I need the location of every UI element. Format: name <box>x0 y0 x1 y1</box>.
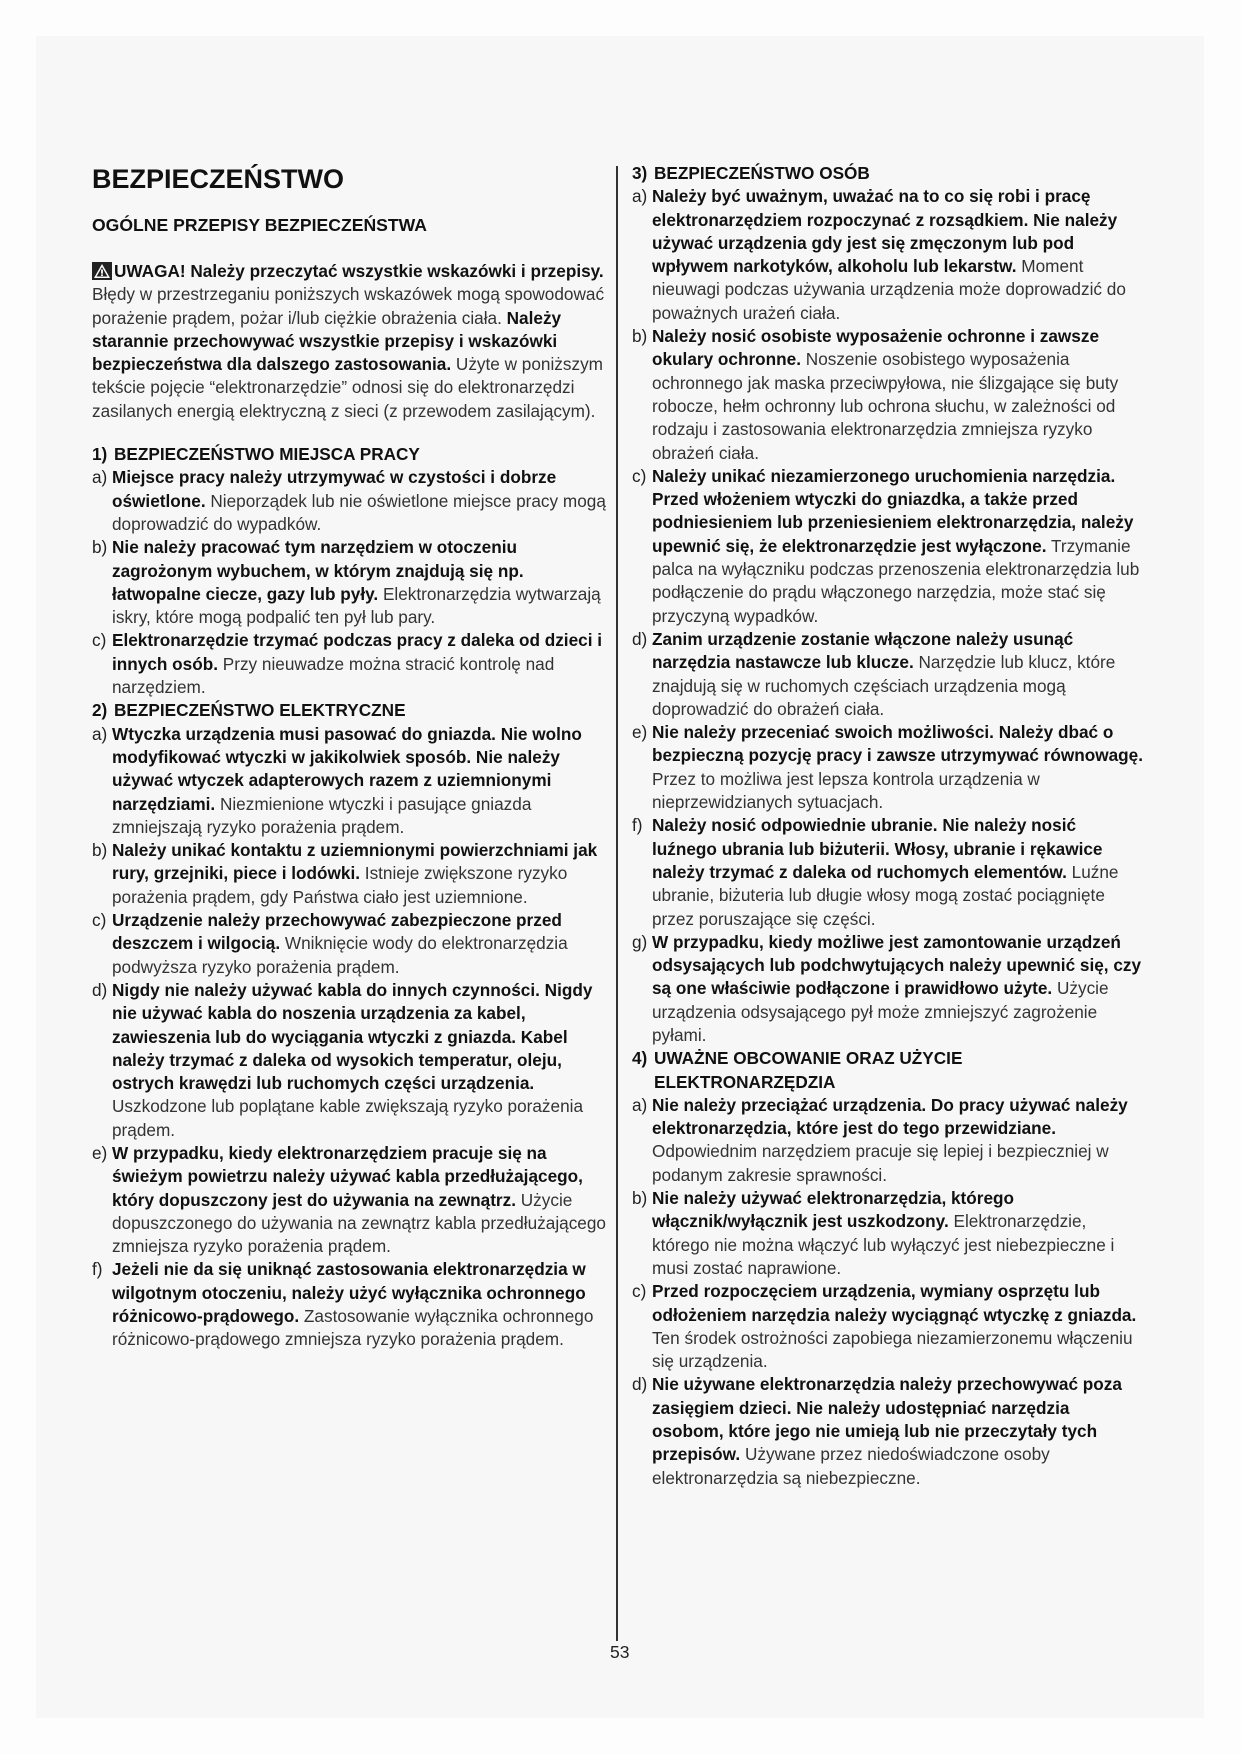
section-1-title: BEZPIECZEŃSTWO MIEJSCA PRACY <box>114 444 420 465</box>
s2-item-c-label: c) <box>92 910 107 931</box>
s3-item-d-text: Narzędzie lub klucz, które znajdują się w ruchomych częściach urządzenia mogą doprowadzić do obrażeń ciała. <box>652 652 1116 719</box>
s2-item-d-text: Uszkodzone lub poplątane kable zwiększają ryzyko porażenia prądem. <box>112 1096 584 1140</box>
s4-item-b-text: Elektronarzędzie, którego nie można włączyć lub wyłączyć jest niebezpieczne i musi zostać naprawione. <box>652 1211 1115 1278</box>
s3-item-b-bold: Należy nosić osobiste wyposażenie ochronne i zawsze okulary ochronne. <box>652 326 1100 370</box>
s2-item-c <box>92 909 614 979</box>
s3-item-g-text: Użycie urządzenia odsysającego pył może zmniejszyć zagrożenie pyłami. <box>652 978 1109 1045</box>
section-2-number: 2) <box>92 700 108 721</box>
s3-item-g-bold: W przypadku, kiedy możliwe jest zamontowanie urządzeń odsysających lub podchwytujących należy upewnić się, czy są one właściwie podłączone i prawidłowo użyte. <box>652 931 1142 999</box>
s2-item-f-bold: Jeżeli nie da się uniknąć zastosowania elektronarzędzia w wilgotnym otoczeniu, należy użyć wyłącznika ochronnego różnicowo-prądowego. <box>112 1259 586 1327</box>
intro-text-2: Użyte w poniższym tekście pojęcie “elektronarzędzie” odnosi się do elektronarzędzi zasilanych energią elektryczną z sieci (z przewodem zasilającym). <box>92 354 603 421</box>
s4-item-d-text: Używane przez niedoświadczone osoby elektronarzędzia są niebezpieczne. <box>652 1444 1050 1488</box>
s1-item-a <box>92 466 614 536</box>
s3-item-e <box>632 721 1144 814</box>
s2-item-e-text: Użycie dopuszczonego do używania na zewnątrz kabla przedłużającego zmniejsza ryzyko porażenia prądem. <box>112 1189 606 1257</box>
s3-item-e-text: Przez to możliwa jest lepsza kontrola urządzenia w nieprzewidzianych sytuacjach. <box>652 768 1040 813</box>
s2-item-d-label: d) <box>92 979 108 1000</box>
s4-item-d-label: d) <box>632 1374 648 1395</box>
s3-item-d-bold: Zanim urządzenie zostanie włączone należy usunąć narzędzia nastawcze lub klucze. <box>652 628 1074 673</box>
s3-item-d-label: d) <box>632 628 648 649</box>
s3-item-b <box>632 325 1144 465</box>
intro-warning: UWAGA! Należy przeczytać wszystkie wskazówki i przepisy. <box>114 261 604 281</box>
s4-item-a-text: Odpowiednim narzędziem pracuje się lepiej i bezpieczniej w podanym zakresie sprawności. <box>652 1141 1109 1185</box>
s1-item-b-text: Elektronarzędzia wytwarzają iskry, które mogą podpalić ten pył lub pary. <box>112 583 601 628</box>
s1-item-c-text: Przy nieuwadze można stracić kontrolę nad narzędziem. <box>112 653 555 698</box>
s1-item-c-bold: Elektronarzędzie trzymać podczas pracy z daleka od dzieci i innych osób. <box>112 630 603 674</box>
right-column <box>632 162 1144 1490</box>
section-1-number: 1) <box>92 444 108 465</box>
s3-item-a-label: a) <box>632 186 648 207</box>
s4-item-c-bold: Przed rozpoczęciem urządzenia, wymiany osprzętu lub odłożeniem narzędzia należy wyciągnąć wtyczkę z gniazda. <box>652 1281 1137 1325</box>
s2-item-a-text: Niezmienione wtyczki i pasujące gniazda zmniejszają ryzyko porażenia prądem. <box>112 793 532 837</box>
s1-item-c <box>92 629 614 699</box>
intro-bold-2: Należy starannie przechowywać wszystkie przepisy i wskazówki bezpieczeństwa dla dalszego zastosowania. <box>92 307 562 375</box>
s3-item-e-label: e) <box>632 722 648 743</box>
s3-item-f-bold: Należy nosić odpowiednie ubranie. Nie należy nosić luźnego ubrania lub biżuterii. Włosy, ubranie i rękawice należy trzymać z daleka od ruchomych elementów. <box>652 815 1103 882</box>
s3-item-c-bold: Należy unikać niezamierzonego uruchomienia narzędzia. Przed włożeniem wtyczki do gniazdka, a także przed podniesieniem lub przeniesieniem elektronarzędzia, należy upewnić się, że elektronarzędzie jest wyłączone. <box>652 465 1134 556</box>
s4-item-b-label: b) <box>632 1188 648 1209</box>
s2-item-f <box>92 1258 614 1351</box>
s2-item-c-bold: Urządzenie należy przechowywać zabezpieczone przed deszczem i wilgocią. <box>112 910 562 954</box>
s2-item-d <box>92 979 614 1142</box>
s2-item-b-bold: Należy unikać kontaktu z uziemnionymi powierzchniami jak rury, grzejniki, piece i lodówki. <box>112 840 598 884</box>
s2-item-e-label: e) <box>92 1142 108 1163</box>
s2-item-b <box>92 839 614 909</box>
s3-item-g <box>632 931 1144 1047</box>
s4-item-c-label: c) <box>632 1281 647 1302</box>
s2-item-a <box>92 723 614 839</box>
page-title: BEZPIECZEŃSTWO <box>92 164 345 194</box>
s3-item-b-text: Noszenie osobistego wyposażenia ochronnego jak maska przeciwpyłowa, nie ślizgające się buty robocze, hełm ochronny lub ochrona słuchu, w zależności od rodzaju i zastosowania elektronarzędzia zmniejsza ryzyko obrażeń ciała. <box>652 349 1119 463</box>
s3-item-c-label: c) <box>632 465 647 486</box>
page-subtitle: OGÓLNE PRZEPISY BEZPIECZEŃSTWA <box>92 215 427 235</box>
s4-item-c <box>632 1280 1144 1373</box>
section-1-heading <box>92 443 614 466</box>
s2-item-d-bold: Nigdy nie należy używać kabla do innych czynności. Nigdy nie używać kabla do noszenia urządzenia za kabel, zawieszenia lub do wyciągania wtyczki z gniazda. Kabel należy trzymać z daleka od wysokich temperatur, oleju, ostrych krawędzi lub ruchomych części urządzenia. <box>112 979 593 1094</box>
s3-item-f-label: f) <box>632 815 643 836</box>
intro-text-1: Błędy w przestrzeganiu poniższych wskazówek mogą spowodować porażenie prądem, pożar i/lub ciężkie obrażenia ciała. <box>92 284 605 328</box>
section-4-number: 4) <box>632 1048 648 1069</box>
s2-item-e-bold: W przypadku, kiedy elektronarzędziem pracuje się na świeżym powietrzu należy używać kabla przedłużającego, który dopuszczony jest do używania na zewnątrz. <box>112 1142 583 1210</box>
column-divider <box>616 166 618 1641</box>
s4-item-d-bold: Nie używane elektronarzędzia należy przechowywać poza zasięgiem dzieci. Nie należy udostępniać narzędzia osobom, które jego nie umieją lub nie przeczytały tych przepisów. <box>652 1374 1122 1465</box>
s3-item-c-text: Trzymanie palca na wyłączniku podczas przenoszenia elektronarzędzia lub podłączenie do prądu włączonego narzędzia, może stać się przyczyną wypadków. <box>652 535 1140 626</box>
s3-item-a <box>632 185 1144 325</box>
section-4-heading <box>632 1047 1144 1094</box>
s2-item-e <box>92 1142 614 1258</box>
s2-item-a-bold: Wtyczka urządzenia musi pasować do gniazda. Nie wolno modyfikować wtyczki w jakikolwiek sposób. Nie należy używać wtyczek adapterowych razem z uziemnionymi narzędziami. <box>112 723 582 814</box>
s4-item-c-text: Ten środek ostrożności zapobiega niezamierzonemu włączeniu się urządzenia. <box>652 1327 1133 1372</box>
section-3-heading <box>632 162 1144 185</box>
s4-item-a-bold: Nie należy przeciążać urządzenia. Do pracy używać należy elektronarzędzia, które jest do tego przewidziane. <box>652 1094 1128 1139</box>
s1-item-a-label: a) <box>92 467 108 488</box>
s3-item-f-text: Luźne ubranie, biżuteria lub długie włosy mogą zostać pociągnięte przez poruszające się części. <box>652 861 1119 929</box>
left-column <box>92 162 614 1352</box>
s2-item-f-text: Zastosowanie wyłącznika ochronnego różnicowo-prądowego zmniejsza ryzyko porażenia prądem. <box>112 1306 594 1350</box>
s4-item-a-label: a) <box>632 1094 648 1115</box>
section-3-title: BEZPIECZEŃSTWO OSÓB <box>654 163 870 183</box>
page-number: 53 <box>610 1642 630 1662</box>
s3-item-g-label: g) <box>632 931 648 952</box>
s3-item-a-text: Moment nieuwagi podczas używania urządzenia może doprowadzić do poważnych urażeń ciała. <box>652 256 1126 323</box>
section-2-heading <box>92 699 614 722</box>
s2-item-c-text: Wniknięcie wody do elektronarzędzia podwyższa ryzyko porażenia prądem. <box>112 933 568 977</box>
s3-item-b-label: b) <box>632 326 648 347</box>
s1-item-b-label: b) <box>92 537 108 558</box>
s1-item-b <box>92 536 614 629</box>
s1-item-a-bold: Miejsce pracy należy utrzymywać w czystości i dobrze oświetlone. <box>112 467 557 511</box>
s4-item-b-bold: Nie należy używać elektronarzędzia, którego włącznik/wyłącznik jest uszkodzony. <box>652 1188 1015 1232</box>
s1-item-c-label: c) <box>92 630 107 651</box>
s1-item-a-text: Nieporządek lub nie oświetlone miejsce pracy mogą doprowadzić do wypadków. <box>112 490 606 534</box>
s4-item-d <box>632 1373 1144 1489</box>
section-3-number: 3) <box>632 163 648 183</box>
s4-item-b <box>632 1187 1144 1280</box>
s3-item-e-bold: Nie należy przeceniać swoich możliwości. Należy dbać o bezpieczną pozycję pracy i zawsze utrzymywać równowagę. <box>652 722 1143 766</box>
s3-item-f <box>632 814 1144 930</box>
s2-item-b-text: Istnieje zwiększone ryzyko porażenia prądem, gdy Państwa ciało jest uziemnione. <box>112 863 568 907</box>
s3-item-d <box>632 628 1144 721</box>
section-4-title-line-1: UWAŻNE OBCOWANIE ORAZ UŻYCIE <box>654 1048 963 1069</box>
section-4-title-line-2: ELEKTRONARZĘDZIA <box>654 1071 836 1092</box>
warning-icon <box>92 262 112 280</box>
s3-item-c <box>632 465 1144 628</box>
s2-item-f-label: f) <box>92 1259 103 1280</box>
s4-item-a <box>632 1094 1144 1187</box>
s2-item-a-label: a) <box>92 723 108 744</box>
s2-item-b-label: b) <box>92 840 108 861</box>
intro-paragraph <box>92 260 614 423</box>
section-2-title: BEZPIECZEŃSTWO ELEKTRYCZNE <box>114 700 406 721</box>
s1-item-b-bold: Nie należy pracować tym narzędziem w otoczeniu zagrożonym wybuchem, w którym znajdują się np. łatwopalne ciecze, gazy lub pyły. <box>112 537 524 604</box>
s3-item-a-bold: Należy być uważnym, uważać na to co się robi i pracę elektronarzędziem rozpoczynać z rozsądkiem. Nie należy używać urządzenia gdy jest się zmęczonym lub pod wpływem narkotyków, alkoholu lub lekarstw. <box>652 186 1118 277</box>
